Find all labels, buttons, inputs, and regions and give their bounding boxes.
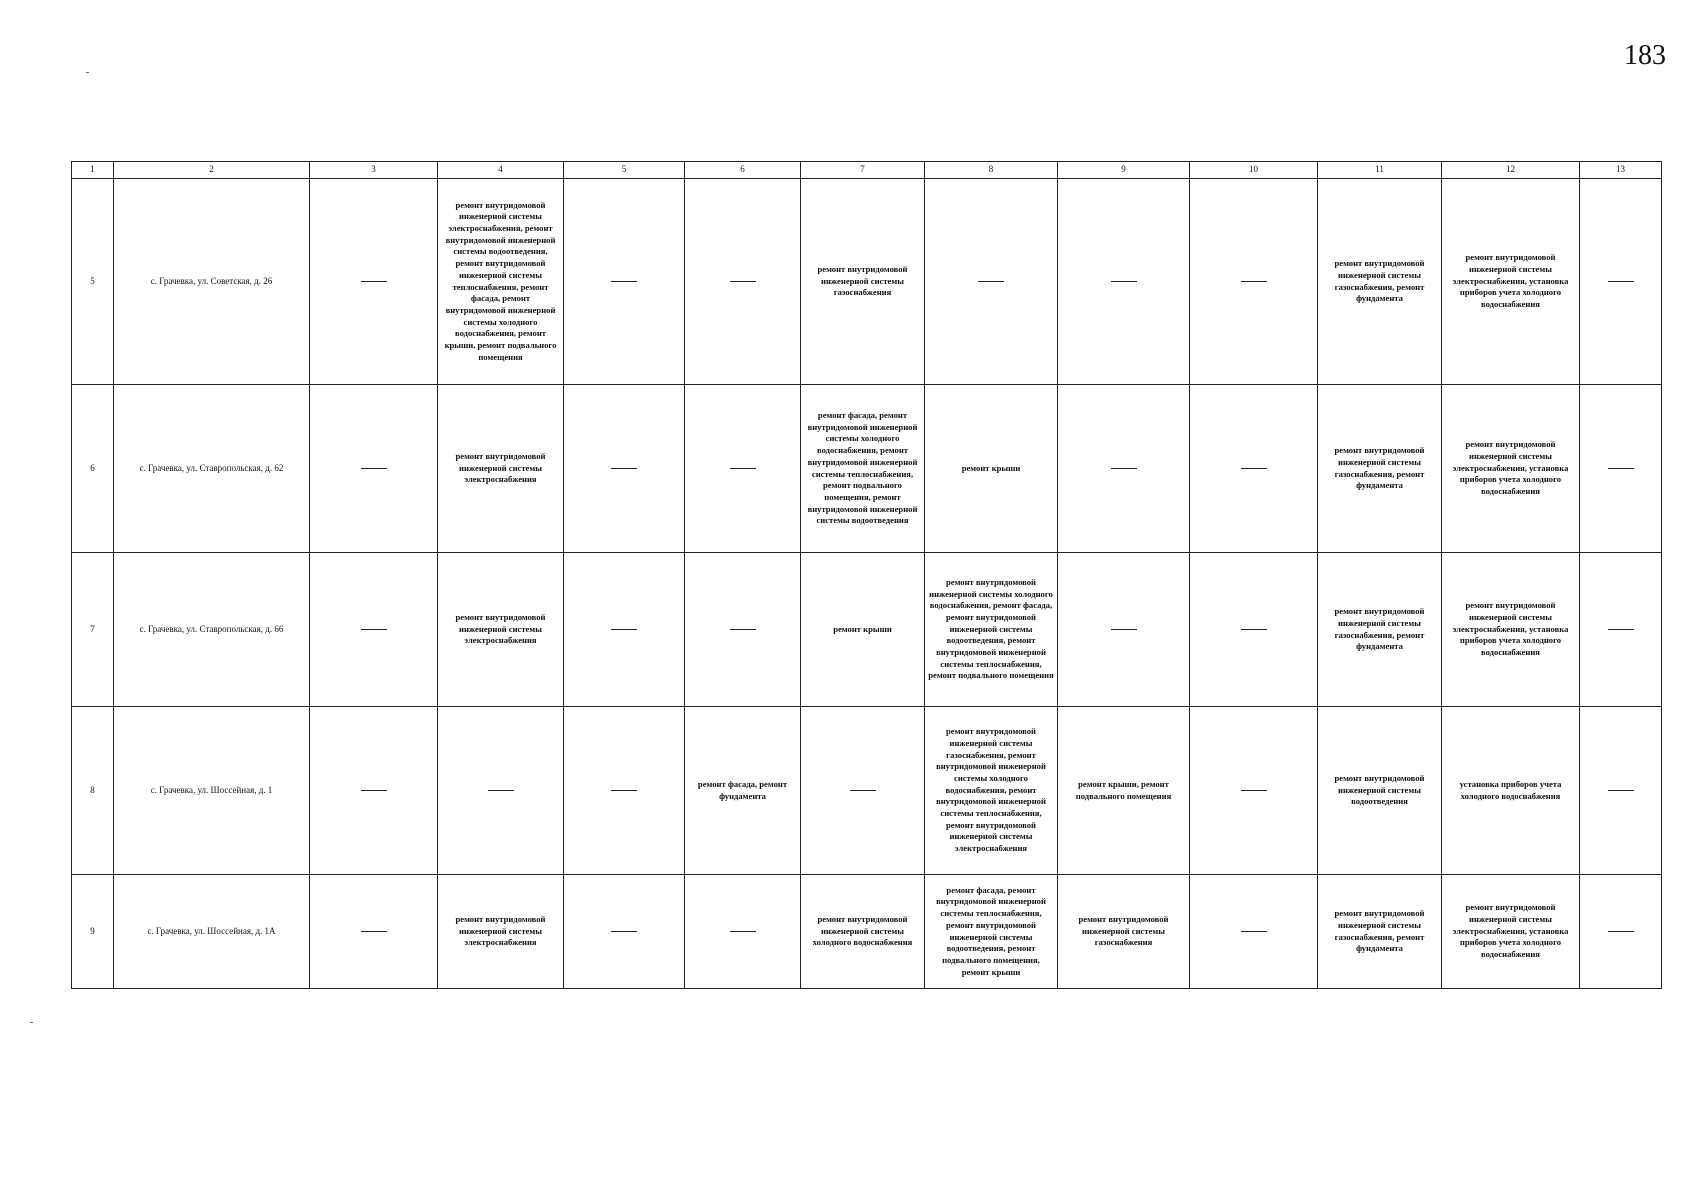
work-description: ремонт внутридомовой инженерной системы электроснабжения, установка приборов учета холодного водоснабжения [1452,252,1569,310]
cell-col-7 [801,875,925,989]
address-cell: с. Грачевка, ул. Шоссейная, д. 1А [114,875,310,989]
cell-col-6 [685,707,801,875]
dash-mark [1241,629,1267,630]
cell-col-7 [801,385,925,553]
address-cell: с. Грачевка, ул. Ставропольская, д. 66 [114,553,310,707]
cell-col-10 [1190,179,1318,385]
dash-mark [1241,931,1267,932]
work-description: ремонт внутридомовой инженерной системы электроснабжения [455,611,546,646]
work-description: ремонт внутридомовой инженерной системы газоснабжения, ремонт фундамента [1334,908,1425,954]
column-header-7: 7 [801,162,925,179]
row-number: 6 [72,385,114,553]
table-body [72,179,1662,989]
column-header-1: 1 [72,162,114,179]
address-cell: с. Грачевка, ул. Шоссейная, д. 1 [114,707,310,875]
dash-mark [1608,468,1634,469]
cell-col-7 [801,179,925,385]
work-description: ремонт внутридомовой инженерной системы электроснабжения, установка приборов учета холодного водоснабжения [1452,439,1569,497]
cell-col-9 [1058,385,1190,553]
table-row [72,875,1662,989]
dash-mark [1608,281,1634,282]
scan-speck [86,72,89,73]
column-header-12: 12 [1442,162,1580,179]
dash-mark [1111,468,1137,469]
dash-mark [361,629,387,630]
address-cell: с. Грачевка, ул. Ставропольская, д. 62 [114,385,310,553]
cell-col-4 [438,707,564,875]
work-description: ремонт внутридомовой инженерной системы электроснабжения [455,450,546,485]
dash-mark [611,790,637,791]
column-number-row [72,162,1662,179]
table-row [72,707,1662,875]
row-number: 7 [72,553,114,707]
work-description: ремонт фасада, ремонт фундамента [697,778,788,801]
repair-schedule-table [71,161,1662,989]
cell-col-12 [1442,553,1580,707]
dash-mark [1608,790,1634,791]
cell-col-3 [310,179,438,385]
work-description: ремонт внутридомовой инженерной системы газоснабжения, ремонт фундамента [1334,258,1425,304]
work-description: ремонт внутридомовой инженерной системы водоотведения [1334,772,1425,807]
dash-mark [850,790,876,791]
row-number: 9 [72,875,114,989]
cell-col-6 [685,179,801,385]
work-description: ремонт фасада, ремонт внутридомовой инженерной системы холодного водоснабжения, ремонт внутридомовой инженерной системы теплоснабжения, ремонт подвального помещения, ремонт внутридомовой инженерной системы водоотведения [807,410,918,526]
work-description: ремонт внутридомовой инженерной системы газоснабжения [817,263,908,298]
cell-col-8 [925,875,1058,989]
cell-col-12 [1442,707,1580,875]
work-description: ремонт фасада, ремонт внутридомовой инженерной системы теплоснабжения, ремонт внутридомовой инженерной системы водоотведения, ремонт подвального помещения, ремонт крыши [936,884,1046,977]
dash-mark [1111,629,1137,630]
dash-mark [611,629,637,630]
column-header-6: 6 [685,162,801,179]
work-description: ремонт внутридомовой инженерной системы газоснабжения, ремонт внутридомовой инженерной системы холодного водоснабжения, ремонт внутридомовой инженерной системы теплоснабжения, ремонт внутридомовой инженерной системы электроснабжения [936,726,1046,854]
work-description: ремонт внутридомовой инженерной системы газоснабжения [1078,913,1169,948]
work-description: ремонт внутридомовой инженерной системы газоснабжения, ремонт фундамента [1334,606,1425,652]
cell-col-8 [925,707,1058,875]
cell-col-11 [1318,707,1442,875]
dash-mark [611,931,637,932]
cell-col-7 [801,553,925,707]
work-description: ремонт внутридомовой инженерной системы холодного водоснабжения [812,913,913,948]
cell-col-10 [1190,707,1318,875]
dash-mark [611,281,637,282]
cell-col-12 [1442,875,1580,989]
cell-col-3 [310,875,438,989]
work-description: ремонт внутридомовой инженерной системы электроснабжения, установка приборов учета холодного водоснабжения [1452,902,1569,960]
cell-col-12 [1442,179,1580,385]
cell-col-10 [1190,553,1318,707]
cell-col-13 [1580,553,1662,707]
dash-mark [730,629,756,630]
work-description: ремонт внутридомовой инженерной системы электроснабжения, установка приборов учета холодного водоснабжения [1452,600,1569,658]
cell-col-5 [564,553,685,707]
dash-mark [730,281,756,282]
dash-mark [361,790,387,791]
cell-col-9 [1058,707,1190,875]
dash-mark [730,931,756,932]
cell-col-11 [1318,385,1442,553]
cell-col-5 [564,385,685,553]
cell-col-8 [925,385,1058,553]
cell-col-6 [685,875,801,989]
dash-mark [1241,790,1267,791]
dash-mark [730,468,756,469]
dash-mark [611,468,637,469]
cell-col-5 [564,179,685,385]
column-header-2: 2 [114,162,310,179]
dash-mark [978,281,1004,282]
cell-col-9 [1058,553,1190,707]
table-row [72,385,1662,553]
column-header-13: 13 [1580,162,1662,179]
work-description: ремонт внутридомовой инженерной системы холодного водоснабжения, ремонт фасада, ремонт внутридомовой инженерной системы водоотведения, ремонт внутридомовой инженерной системы теплоснабжения, ремонт подвального помещения [928,576,1054,681]
dash-mark [361,281,387,282]
cell-col-9 [1058,875,1190,989]
dash-mark [1111,281,1137,282]
cell-col-4 [438,875,564,989]
cell-col-8 [925,179,1058,385]
work-description: ремонт крыши [961,462,1021,473]
cell-col-13 [1580,875,1662,989]
row-number: 5 [72,179,114,385]
work-description: ремонт внутридомовой инженерной системы электроснабжения [455,913,546,948]
cell-col-9 [1058,179,1190,385]
cell-col-3 [310,385,438,553]
column-header-11: 11 [1318,162,1442,179]
cell-col-13 [1580,385,1662,553]
cell-col-10 [1190,875,1318,989]
scan-speck [30,1022,33,1023]
column-header-10: 10 [1190,162,1318,179]
table-row [72,553,1662,707]
cell-col-6 [685,385,801,553]
cell-col-4 [438,385,564,553]
cell-col-13 [1580,707,1662,875]
cell-col-3 [310,707,438,875]
cell-col-7 [801,707,925,875]
dash-mark [361,931,387,932]
column-header-8: 8 [925,162,1058,179]
dash-mark [1608,931,1634,932]
work-description: установка приборов учета холодного водоснабжения [1459,778,1562,801]
work-description: ремонт внутридомовой инженерной системы электроснабжения, ремонт внутридомовой инженерной системы водоотведения, ремонт внутридомовой инженерной системы теплоснабжения, ремонт фасада, ремонт внутридомовой инженерной системы холодного водоснабжения, ремонт крыши, ремонт подвального помещения [444,199,557,362]
row-number: 8 [72,707,114,875]
column-header-4: 4 [438,162,564,179]
cell-col-5 [564,707,685,875]
dash-mark [1241,468,1267,469]
cell-col-11 [1318,875,1442,989]
dash-mark [1241,281,1267,282]
cell-col-5 [564,875,685,989]
cell-col-12 [1442,385,1580,553]
work-description: ремонт внутридомовой инженерной системы газоснабжения, ремонт фундамента [1334,445,1425,491]
page-number: 183 [1624,40,1666,71]
cell-col-13 [1580,179,1662,385]
cell-col-4 [438,179,564,385]
column-header-3: 3 [310,162,438,179]
dash-mark [488,790,514,791]
column-header-5: 5 [564,162,685,179]
dash-mark [1608,629,1634,630]
work-description: ремонт крыши [833,623,892,634]
cell-col-4 [438,553,564,707]
cell-col-8 [925,553,1058,707]
column-header-9: 9 [1058,162,1190,179]
dash-mark [361,468,387,469]
cell-col-11 [1318,179,1442,385]
work-description: ремонт крыши, ремонт подвального помещения [1075,778,1172,801]
cell-col-6 [685,553,801,707]
cell-col-10 [1190,385,1318,553]
cell-col-11 [1318,553,1442,707]
cell-col-3 [310,553,438,707]
table-row [72,179,1662,385]
address-cell: с. Грачевка, ул. Советская, д. 26 [114,179,310,385]
